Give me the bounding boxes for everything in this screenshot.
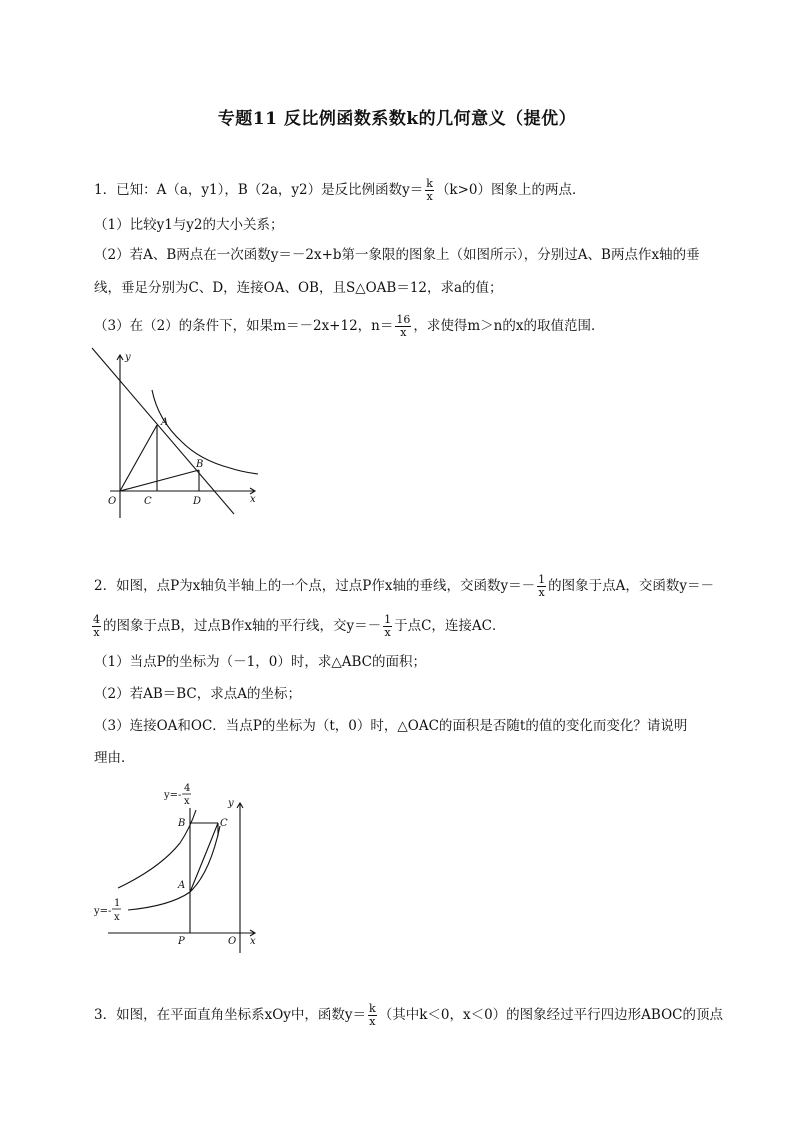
q1-label-a: A (161, 417, 169, 428)
q2-label-a: A (178, 880, 186, 891)
q2-label-f1-den: x (184, 796, 190, 807)
q1-linear-graph (92, 348, 234, 514)
q1-label-b: B (196, 459, 204, 470)
q2-figure (90, 778, 270, 953)
q2-line-2: $\frac{4}{x}$ 的图象于点B，过点B作x轴的平行线，交y＝－ $\frac{1}{x}$ 于点C，连接AC． (93, 613, 506, 639)
q2-part-3-cont: 理由． (94, 750, 135, 766)
q1-part-3: （3）在（2）的条件下，如果m＝－2x+12，n＝ $\frac{16}{x}$ ，求使得m＞n的x的取值范围． (94, 313, 605, 339)
q1-part-1: （1）比较y1与y2的大小关系； (94, 217, 284, 233)
q1-part-2: （2）若A、B两点在一次函数y＝－2x+b第一象限的图象上（如图所示），分别过A、B两点作x轴的垂 (94, 247, 700, 263)
q2-fraction-1-over-x-2: $\frac{1}{x}$ (384, 613, 392, 639)
q2-label-b: B (178, 818, 186, 829)
q2-fraction-4-over-x: $\frac{4}{x}$ (93, 613, 100, 639)
q3-line-1: 3．如图，在平面直角坐标系xOy中，函数y＝ $\frac{k}{x}$ （其中k＜0，x＜0）的图象经过平行四边形ABOC的顶点 (94, 1002, 723, 1028)
q2-label-f2-prefix: y=- (94, 906, 112, 917)
q2-label-f2-den: x (114, 912, 120, 923)
q2-segment-ac (190, 823, 218, 892)
q1-stem-text: 1．已知：A（a，y1），B（2a，y2）是反比例函数y＝ (94, 182, 424, 198)
q2-fraction-1-over-x: $\frac{1}{x}$ (538, 573, 546, 599)
q1-figure (90, 340, 270, 520)
q1-hyperbola-curve (152, 390, 258, 474)
page-title: 专题11 反比例函数系数k的几何意义（提优） (217, 109, 577, 129)
q2-label-o: O (228, 936, 237, 947)
q2-label-f1-prefix: y=- (164, 790, 182, 801)
q1-label-x: x (250, 494, 256, 505)
q1-label-o: O (108, 496, 117, 507)
q2-label-f2-num: 1 (114, 898, 121, 909)
q2-curve-1-over-x (128, 826, 220, 910)
q2-label-f1-num: 4 (184, 783, 191, 794)
q1-label-y: y (125, 352, 131, 363)
q1-line-1 (94, 178, 586, 203)
q2-line-1: 2．如图，点P为x轴负半轴上的一个点，过点P作x轴的垂线，交函数y＝－ $\frac{1}{x}$ 的图象于点A，交函数y＝－ (94, 573, 714, 599)
q1-label-d: D (193, 496, 202, 507)
q2-label-p: P (178, 936, 185, 947)
q1-segment-oa (120, 425, 157, 491)
q1-fraction-k-over-x: $\frac{k}{x}$ (426, 177, 433, 203)
q3-fraction-k-over-x: $\frac{k}{x}$ (369, 1002, 376, 1028)
q2-part-1: （1）当点P的坐标为（－1，0）时，求△ABC的面积； (94, 654, 426, 670)
q1-fraction-16-over-x: $\frac{16}{x}$ (396, 313, 411, 339)
q2-label-y: y (228, 798, 234, 809)
q1-label-c: C (144, 496, 152, 507)
q2-part-3: （3）连接OA和OC．当点P的坐标为（t，0）时，△OAC的面积是否随t的值的变化而变化？请说明 (94, 718, 688, 734)
q1-segment-ob (120, 470, 199, 491)
q2-label-c: C (220, 818, 228, 829)
q1-stem-text-2: （k>0）图象上的两点． (435, 182, 586, 198)
q2-label-x: x (250, 936, 256, 947)
q2-part-2: （2）若AB＝BC，求点A的坐标； (94, 686, 302, 702)
q1-part-2-cont: 线，垂足分别为C、D，连接OA、OB，且S△OAB＝12，求a的值； (94, 280, 503, 296)
